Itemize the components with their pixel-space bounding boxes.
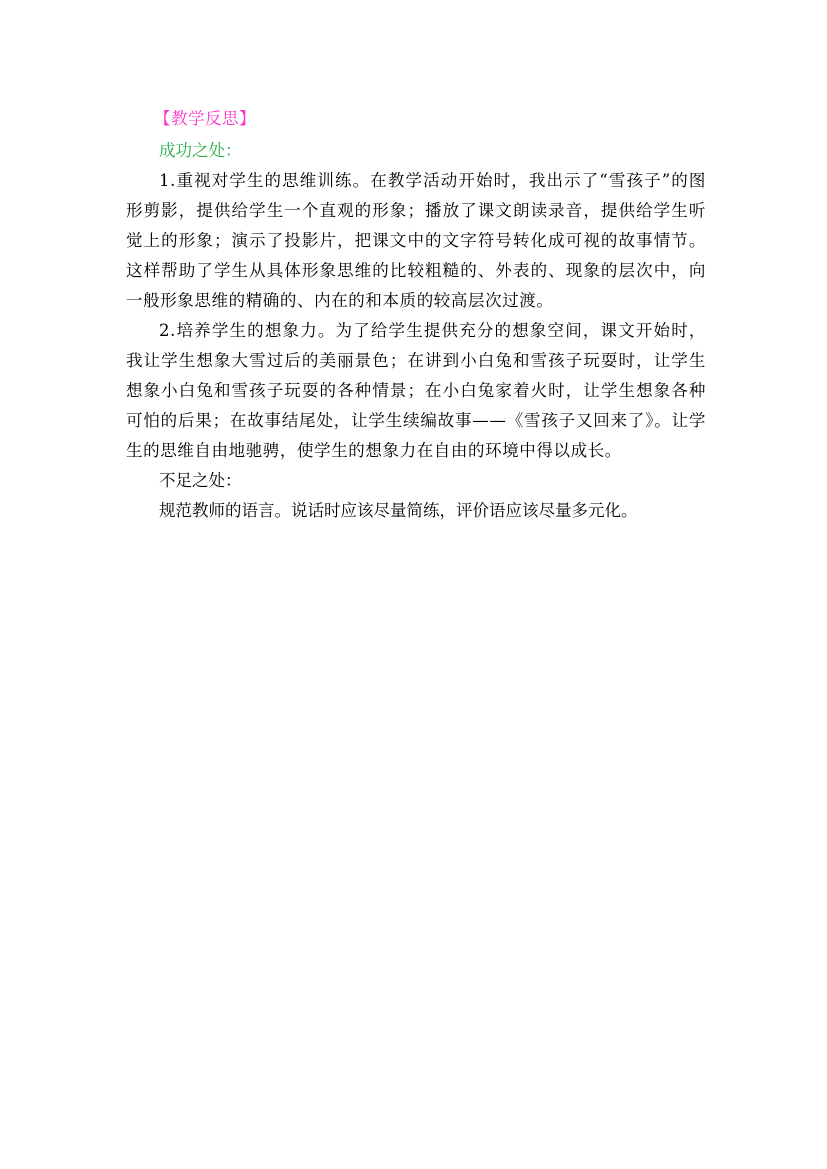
document-page: [126, 104, 706, 526]
shortcoming-label: 不足之处：: [159, 471, 242, 490]
shortcoming-text: 规范教师的语言。说话时应该尽量简练，评价语应该尽量多元化。: [159, 501, 638, 520]
success-item-1: 1.重视对学生的思维训练。在教学活动开始时，我出示了“雪孩子”的图形剪影，提供给学生一个直观的形象；播放了课文朗读录音，提供给学生听觉上的形象；演示了投影片，把课文中的文字符号转化成可视的故事情节。这样帮助了学生从具体形象思维的比较粗糙的、外表的、现象的层次中，向一般形象思维的精确的、内在的和本质的较高层次过渡。: [126, 171, 706, 310]
success-label: 成功之处：: [159, 141, 242, 160]
success-item-2: 2.培养学生的想象力。为了给学生提供充分的想象空间，课文开始时，我让学生想象大雪过后的美丽景色；在讲到小白兔和雪孩子玩耍时，让学生想象小白兔和雪孩子玩耍的各种情景；在小白兔家着火时，让学生想象各种可怕的后果；在故事结尾处，让学生续编故事——《雪孩子又回来了》。让学生的思维自由地驰骋，使学生的想象力在自由的环境中得以成长。: [126, 321, 706, 460]
section-heading: 【教学反思】: [154, 109, 256, 128]
